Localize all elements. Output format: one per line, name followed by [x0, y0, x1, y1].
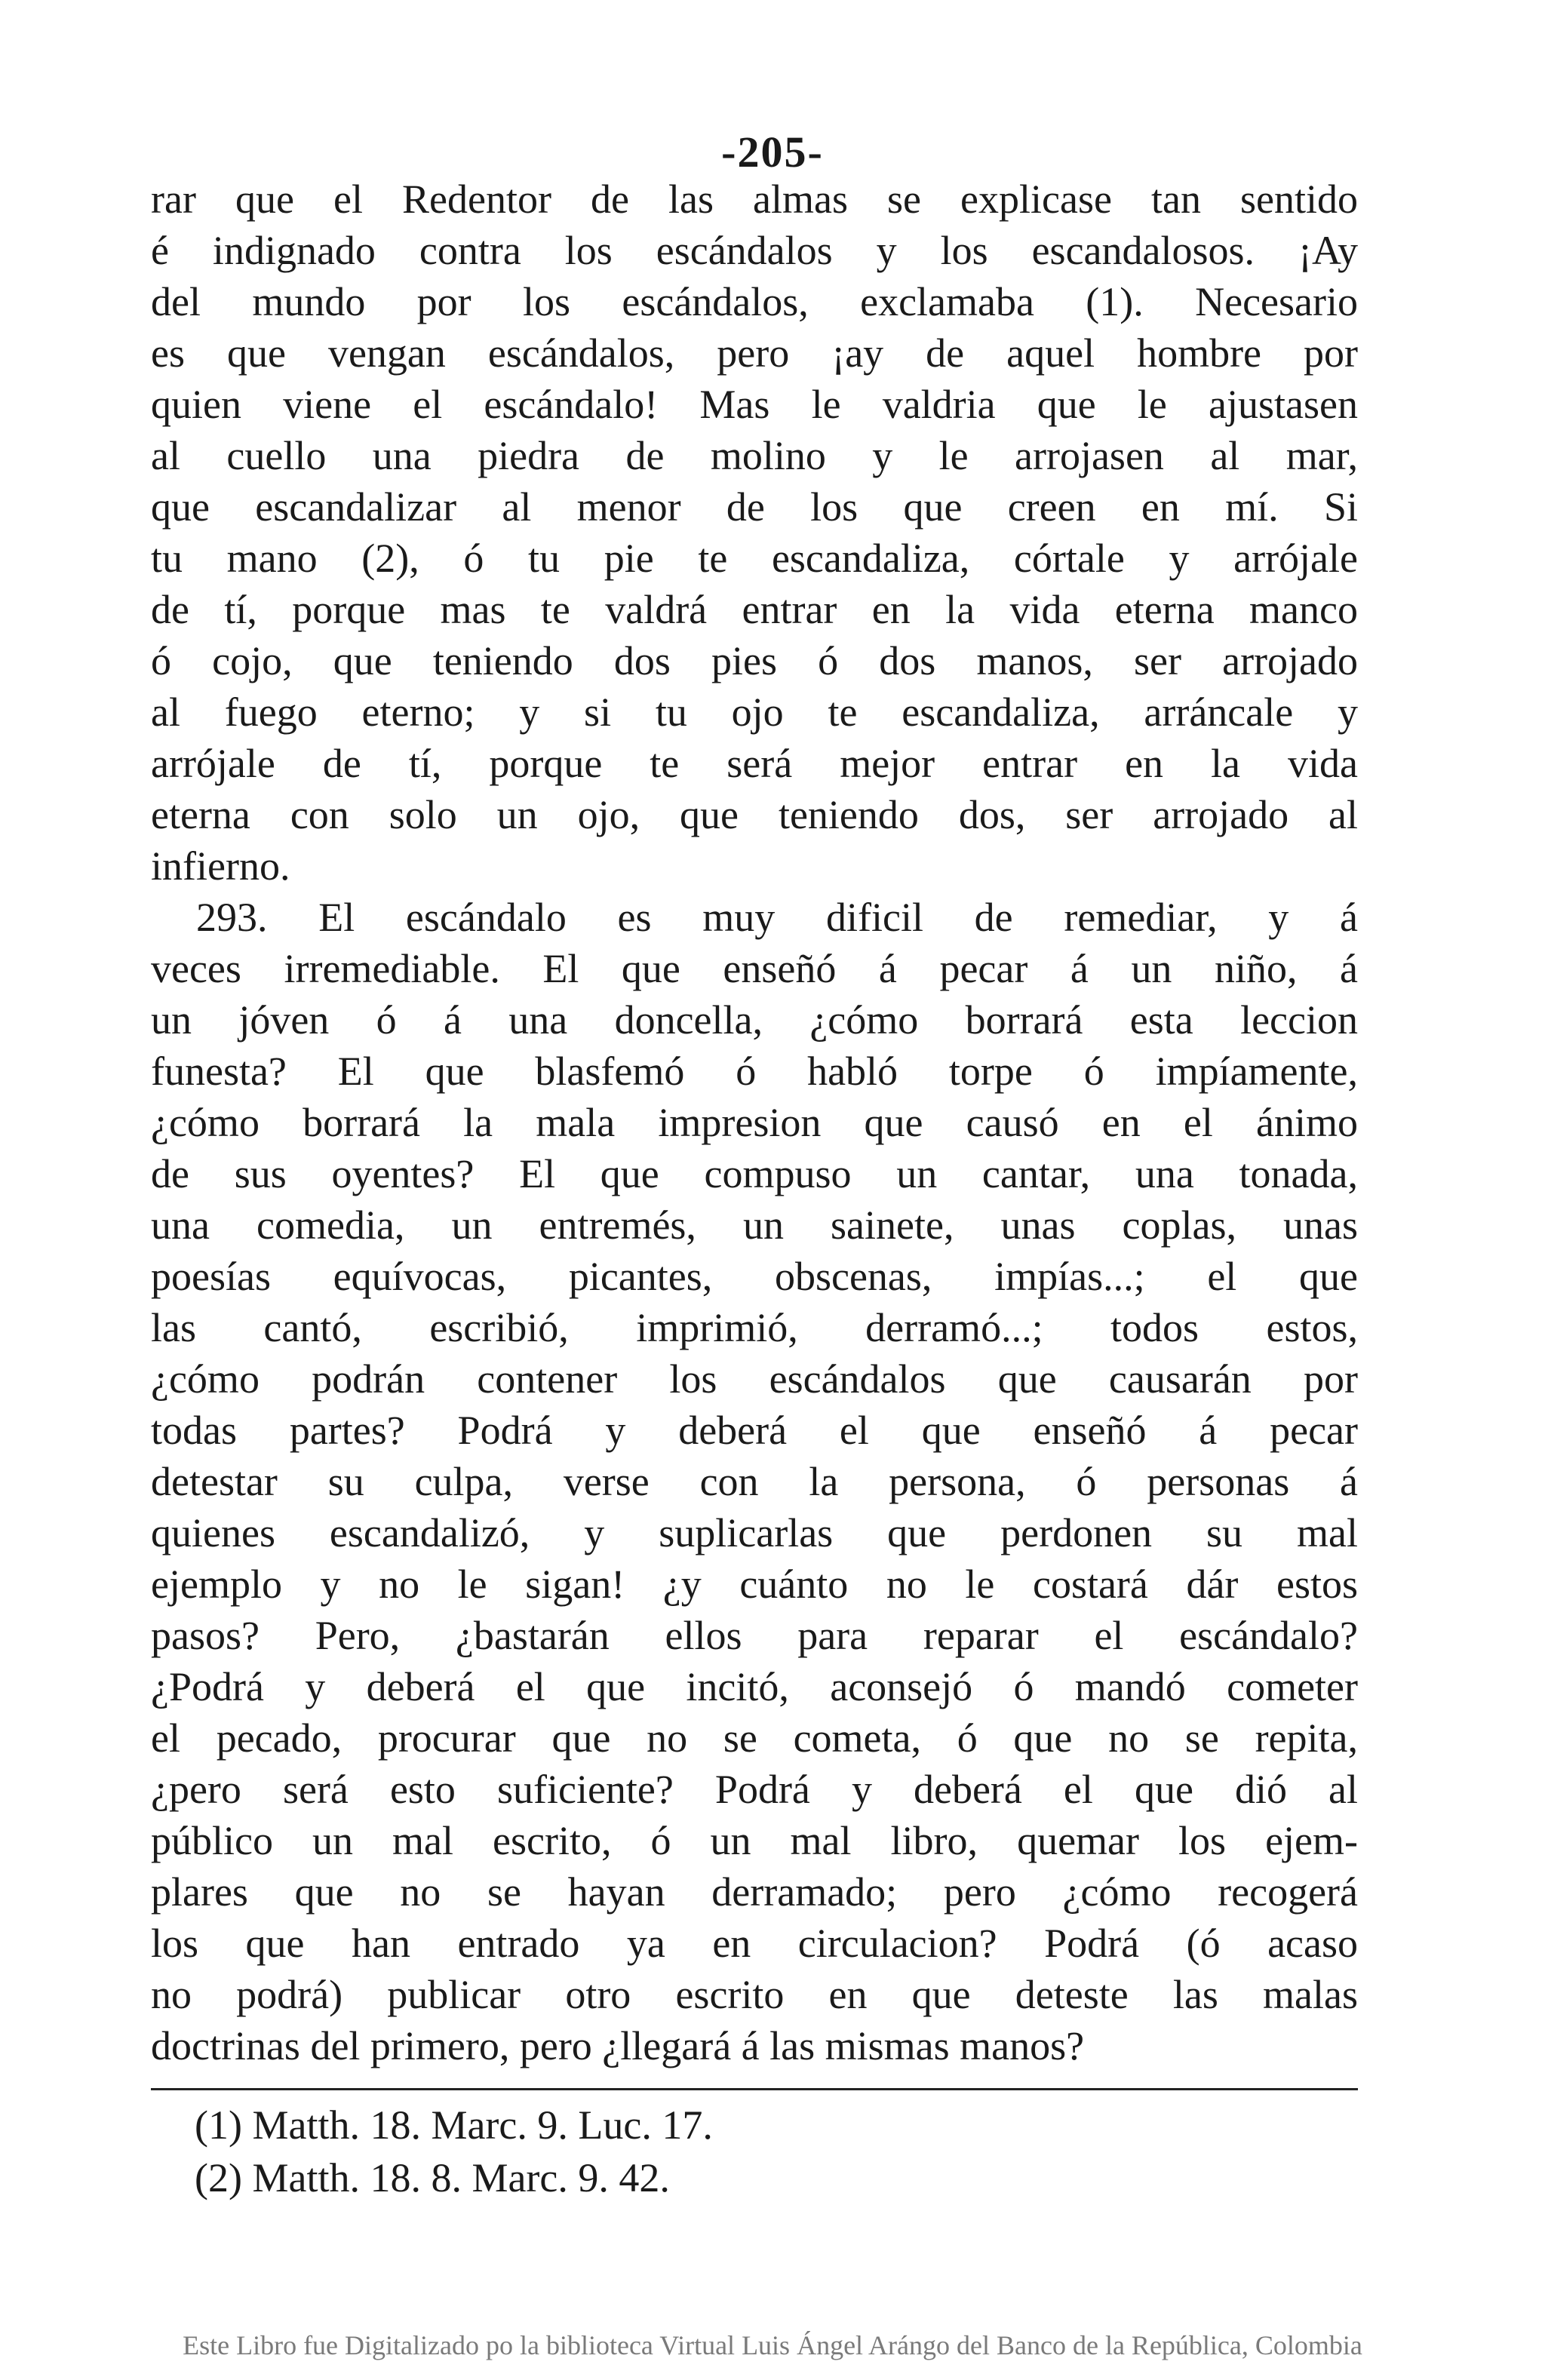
digitization-footer: Este Libro fue Digitalizado po la biblioteca Virtual Luis Ángel Arángo del Banco de la República, Colombia [183, 2330, 1362, 2360]
text-line: público un mal escrito, ó un mal libro, quemar los ejem- [151, 1818, 1358, 1863]
text-line: ¿pero será esto suficiente? Podrá y deberá el que dió al [151, 1767, 1358, 1812]
footnotes [195, 2099, 1251, 2204]
text-line: los que han entrado ya en circulacion? Podrá (ó acaso [151, 1921, 1358, 1966]
text-line: al fuego eterno; y si tu ojo te escandaliza, arráncale y [151, 689, 1358, 735]
text-line: plares que no se hayan derramado; pero ¿cómo recogerá [151, 1869, 1358, 1915]
text-line: al cuello una piedra de molino y le arrojasen al mar, [151, 433, 1358, 478]
text-line: funesta? El que blasfemó ó habló torpe ó impíamente, [151, 1049, 1358, 1094]
text-line: quien viene el escándalo! Mas le valdria que le ajustasen [151, 382, 1358, 427]
text-line: es que vengan escándalos, pero ¡ay de aquel hombre por [151, 330, 1358, 376]
footnote-divider [151, 2088, 1358, 2090]
text-line: pasos? Pero, ¿bastarán ellos para reparar el escándalo? [151, 1613, 1358, 1658]
text-line: ¿cómo borrará la mala impresion que causó en el ánimo [151, 1100, 1358, 1145]
text-line: ¿Podrá y deberá el que incitó, aconsejó ó mandó cometer [151, 1664, 1358, 1709]
text-line: arrójale de tí, porque te será mejor entrar en la vida [151, 741, 1358, 786]
text-line: las cantó, escribió, imprimió, derramó...; todos estos, [151, 1305, 1358, 1350]
text-line: tu mano (2), ó tu pie te escandaliza, córtale y arrójale [151, 536, 1358, 581]
text-line: 293. El escándalo es muy dificil de remediar, y á [196, 895, 1358, 940]
footnote: (1) Matth. 18. Marc. 9. Luc. 17. [195, 2102, 713, 2148]
text-line: infierno. [151, 843, 290, 889]
text-line: veces irremediable. El que enseñó á pecar á un niño, á [151, 946, 1358, 991]
text-line: no podrá) publicar otro escrito en que deteste las malas [151, 1972, 1358, 2017]
text-line: un jóven ó á una doncella, ¿cómo borrará esta leccion [151, 997, 1358, 1043]
text-line: ejemplo y no le sigan! ¿y cuánto no le costará dár estos [151, 1562, 1358, 1607]
footnote: (2) Matth. 18. 8. Marc. 9. 42. [195, 2155, 670, 2200]
text-line: rar que el Redentor de las almas se explicase tan sentido [151, 177, 1358, 222]
text-line: quienes escandalizó, y suplicarlas que perdonen su mal [151, 1510, 1358, 1555]
text-line: é indignado contra los escándalos y los escandalosos. ¡Ay [151, 228, 1358, 273]
text-line: que escandalizar al menor de los que creen en mí. Si [151, 484, 1358, 530]
text-line: detestar su culpa, verse con la persona, ó personas á [151, 1459, 1358, 1504]
text-line: una comedia, un entremés, un sainete, unas coplas, unas [151, 1202, 1358, 1248]
text-line: del mundo por los escándalos, exclamaba (1). Necesario [151, 279, 1358, 324]
text-line: ¿cómo podrán contener los escándalos que causarán por [151, 1356, 1358, 1402]
page-number: -205- [721, 127, 824, 177]
text-line: eterna con solo un ojo, que teniendo dos, ser arrojado al [151, 792, 1358, 837]
text-line: doctrinas del primero, pero ¿llegará á las mismas manos? [151, 2023, 1085, 2068]
text-line: el pecado, procurar que no se cometa, ó que no se repita, [151, 1715, 1358, 1761]
text-line: de sus oyentes? El que compuso un cantar, una tonada, [151, 1151, 1358, 1196]
text-line: ó cojo, que teniendo dos pies ó dos manos, ser arrojado [151, 638, 1358, 683]
text-line: poesías equívocas, picantes, obscenas, impías...; el que [151, 1254, 1358, 1299]
body-text [151, 174, 1358, 2071]
text-line: todas partes? Podrá y deberá el que enseñó á pecar [151, 1408, 1358, 1453]
text-line: de tí, porque mas te valdrá entrar en la vida eterna manco [151, 587, 1358, 632]
